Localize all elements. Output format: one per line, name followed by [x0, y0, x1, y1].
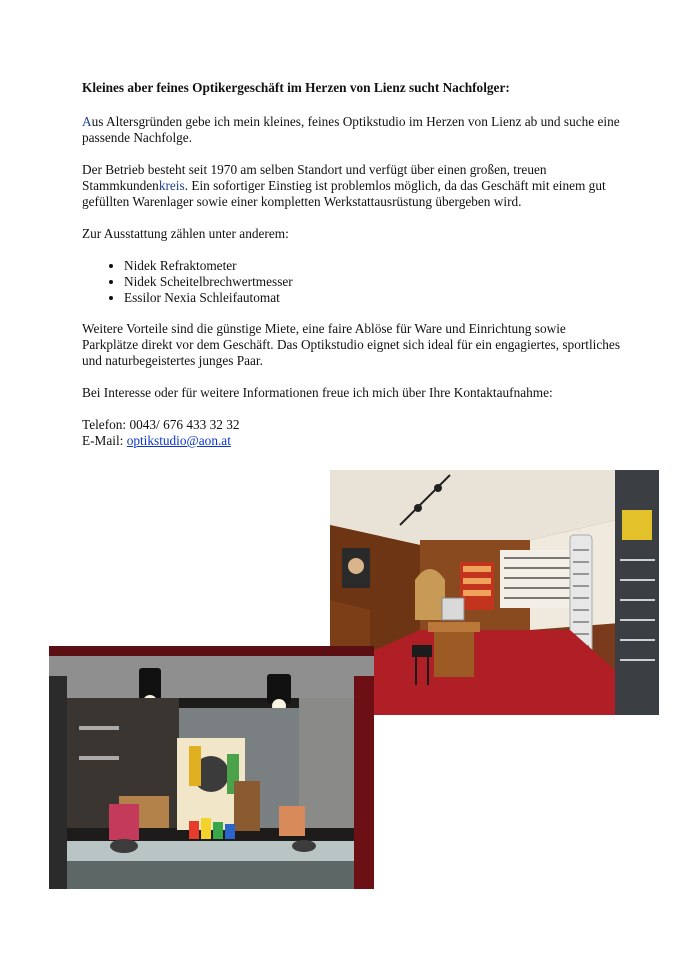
intro-text: us Altersgründen gebe ich mein kleines, feines Optikstudio im Herzen von Lienz ab und suche eine passende Nachfolge. — [82, 114, 620, 145]
shop-window-illustration — [49, 646, 374, 889]
document-heading: Kleines aber feines Optikergeschäft im Herzen von Lienz sucht Nachfolger: — [82, 80, 510, 95]
business-paragraph — [82, 162, 622, 210]
equipment-intro: Zur Ausstattung zählen unter anderem: — [82, 226, 289, 241]
list-item: • Nidek Refraktometer — [124, 258, 622, 274]
shop-interior-photo — [330, 470, 659, 715]
contact-block — [82, 417, 622, 449]
advantages-paragraph: Weitere Vorteile sind die günstige Miete, eine faire Ablöse für Ware und Einrichtung sowie Parkplätze direkt vor dem Geschäft. Das Optikstudio eignet sich ideal für ein engagiertes, sportliches und naturbegeistertes junges Paar. — [82, 321, 620, 368]
business-text-1: Der Betrieb besteht seit 1970 am selben Standort und verfügt über einen großen, treuen Stammkunden — [82, 162, 547, 193]
email-link[interactable]: optikstudio@aon.at — [126, 433, 231, 448]
intro-paragraph — [82, 114, 622, 146]
shop-interior-illustration — [330, 470, 659, 715]
intro-first-letter: A — [82, 114, 92, 129]
business-text-2: . Ein sofortiger Einstieg ist problemlos möglich, da das Geschäft mit einem gut gefüllten Warenlager sowie einer kompletten Werkstattausrüstung übergeben wird. — [82, 178, 606, 209]
email-label: E-Mail: — [82, 433, 124, 448]
contact-intro: Bei Interesse oder für weitere Informationen freue ich mich über Ihre Kontaktaufnahme: — [82, 385, 553, 400]
email-line — [82, 433, 622, 449]
phone-line — [82, 417, 622, 433]
list-item: • Essilor Nexia Schleifautomat — [124, 290, 622, 306]
document-body — [82, 80, 622, 449]
phone-number: 0043/ 676 433 32 32 — [129, 417, 240, 432]
phone-label: Telefon: — [82, 417, 127, 432]
equipment-list — [82, 258, 622, 306]
business-highlight: kreis — [158, 178, 185, 193]
list-item: • Nidek Scheitelbrechwertmesser — [124, 274, 622, 290]
shop-window-photo — [49, 646, 374, 889]
